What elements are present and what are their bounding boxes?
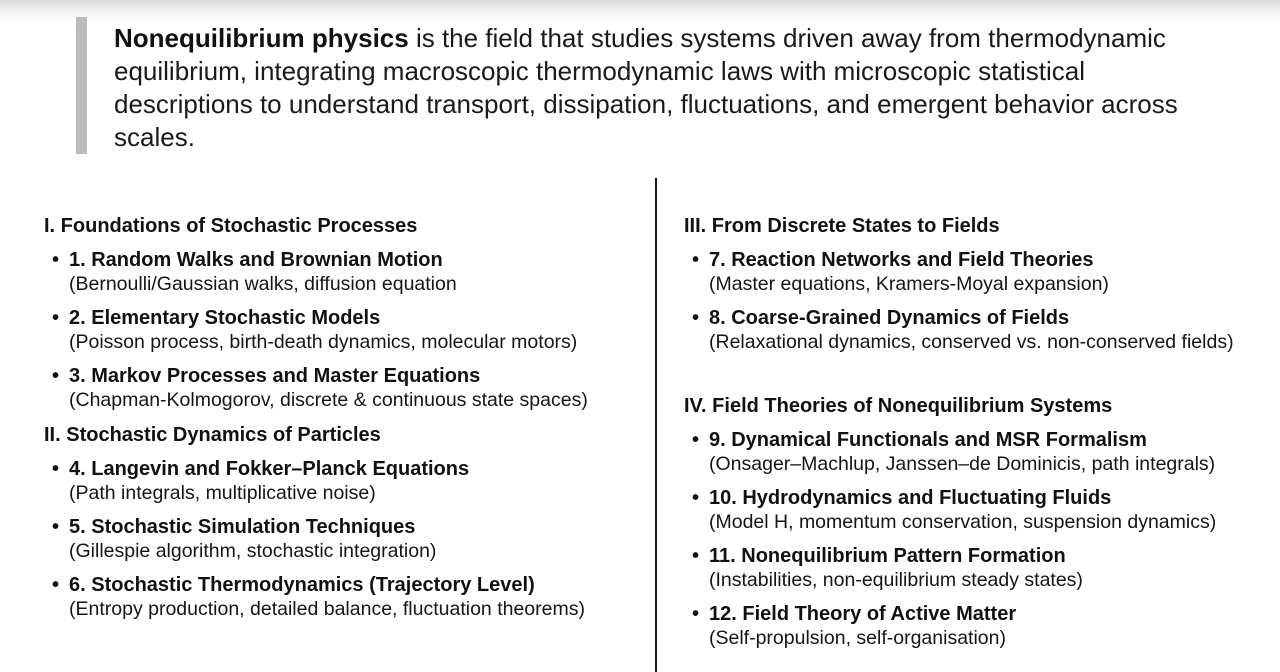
item-description: (Entropy production, detailed balance, fluctuation theorems) — [69, 598, 585, 620]
outline-item-5 — [44, 515, 644, 564]
item-title: 7. Reaction Networks and Field Theories — [709, 249, 1094, 271]
item-description: (Chapman-Kolmogorov, discrete & continuous state spaces) — [69, 389, 588, 411]
outline-item-11 — [684, 544, 1280, 593]
bullet-icon: • — [692, 545, 700, 567]
outline-item-12 — [684, 602, 1280, 651]
item-title: 11. Nonequilibrium Pattern Formation — [709, 545, 1066, 567]
item-description: (Gillespie algorithm, stochastic integration) — [69, 540, 437, 562]
bullet-icon: • — [52, 365, 60, 387]
section-title: II. Stochastic Dynamics of Particles — [44, 424, 381, 446]
bullet-icon: • — [692, 307, 700, 329]
item-description: (Bernoulli/Gaussian walks, diffusion equation — [69, 273, 457, 295]
item-title: 3. Markov Processes and Master Equations — [69, 365, 481, 387]
bullet-icon: • — [52, 307, 60, 329]
bullet-icon: • — [52, 516, 60, 538]
item-title: 2. Elementary Stochastic Models — [69, 307, 381, 329]
section-title: III. From Discrete States to Fields — [684, 215, 1000, 237]
outline-item-8 — [684, 306, 1280, 355]
outline-item-4 — [44, 457, 644, 506]
right-column — [684, 214, 1280, 660]
outline-item-2 — [44, 306, 644, 355]
intro-text: is the field that studies systems driven away from thermodynamic equilibrium, integrating macroscopic thermodynamic laws with microscopic statistical descriptions to understand transport, dissipation, fluctuations, and emergent behavior across scales. — [114, 23, 1178, 152]
left-column — [44, 214, 644, 631]
section-4 — [684, 394, 1280, 651]
section-1 — [44, 214, 644, 413]
section-2 — [44, 423, 644, 622]
bullet-icon: • — [52, 574, 60, 596]
section-3 — [684, 214, 1280, 355]
outline-item-10 — [684, 486, 1280, 535]
item-title: 4. Langevin and Fokker–Planck Equations — [69, 458, 470, 480]
item-title: 1. Random Walks and Brownian Motion — [69, 249, 443, 271]
item-title: 12. Field Theory of Active Matter — [709, 603, 1017, 625]
item-description: (Master equations, Kramers-Moyal expansion) — [709, 273, 1109, 295]
intro-paragraph — [114, 22, 1214, 154]
outline-item-7 — [684, 248, 1280, 297]
item-description: (Self-propulsion, self-organisation) — [709, 627, 1006, 649]
item-description: (Path integrals, multiplicative noise) — [69, 482, 376, 504]
bullet-icon: • — [692, 487, 700, 509]
bullet-icon: • — [52, 249, 60, 271]
intro-term: Nonequilibrium physics — [114, 23, 409, 53]
item-title: 6. Stochastic Thermodynamics (Trajectory Level) — [69, 574, 535, 596]
item-description: (Instabilities, non-equilibrium steady states) — [709, 569, 1083, 591]
bullet-icon: • — [692, 249, 700, 271]
bullet-icon: • — [692, 603, 700, 625]
outline-item-9 — [684, 428, 1280, 477]
outline-item-3 — [44, 364, 644, 413]
item-description: (Relaxational dynamics, conserved vs. non-conserved fields) — [709, 331, 1234, 353]
column-divider — [655, 178, 657, 672]
bullet-icon: • — [692, 429, 700, 451]
item-title: 10. Hydrodynamics and Fluctuating Fluids — [709, 487, 1112, 509]
outline-item-6 — [44, 573, 644, 622]
blockquote-bar — [76, 17, 87, 154]
outline-item-1 — [44, 248, 644, 297]
item-title: 9. Dynamical Functionals and MSR Formalism — [709, 429, 1147, 451]
item-description: (Model H, momentum conservation, suspension dynamics) — [709, 511, 1217, 533]
item-title: 8. Coarse-Grained Dynamics of Fields — [709, 307, 1070, 329]
item-title: 5. Stochastic Simulation Techniques — [69, 516, 416, 538]
section-title: I. Foundations of Stochastic Processes — [44, 215, 418, 237]
item-description: (Onsager–Machlup, Janssen–de Dominicis, path integrals) — [709, 453, 1216, 475]
bullet-icon: • — [52, 458, 60, 480]
section-title: IV. Field Theories of Nonequilibrium Systems — [684, 395, 1113, 417]
item-description: (Poisson process, birth-death dynamics, molecular motors) — [69, 331, 578, 353]
